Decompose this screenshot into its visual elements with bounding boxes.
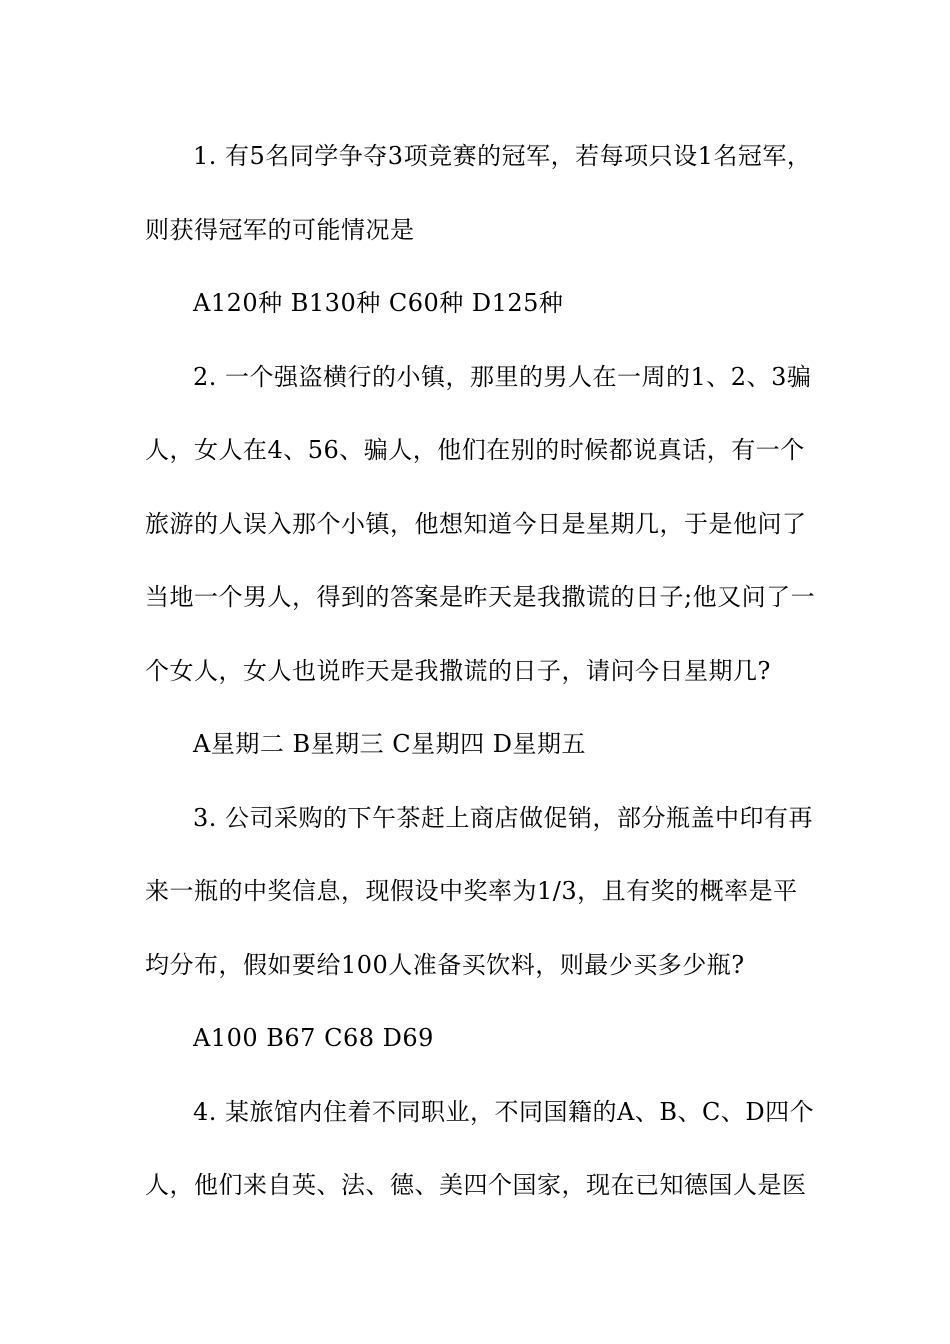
question-3-line-3: 均分布，假如要给100人准备买饮料，则最少买多少瓶? (145, 950, 745, 979)
question-2-line-2: 人，女人在4、56、骗人，他们在别的时候都说真话，有一个 (145, 436, 805, 464)
question-2-line-1: 2. 一个强盗横行的小镇，那里的男人在一周的1、2、3骗 (193, 362, 812, 391)
question-2-line-5: 个女人，女人也说昨天是我撒谎的日子，请问今日星期几? (145, 656, 771, 685)
question-4-line-2: 人，他们来自英、法、德、美四个国家，现在已知德国人是医 (145, 1171, 807, 1199)
question-1-options: A120种 B130种 C60种 D125种 (193, 289, 564, 317)
question-2-line-3: 旅游的人误入那个小镇，他想知道今日是星期几，于是他问了 (145, 509, 807, 538)
document-body (145, 120, 816, 1223)
question-3-line-1: 3. 公司采购的下午茶赶上商店做促销，部分瓶盖中印有再 (193, 803, 814, 832)
question-1-line-2: 则获得冠军的可能情况是 (145, 215, 415, 244)
question-3-options: A100 B67 C68 D69 (193, 1024, 434, 1052)
question-4-line-1: 4. 某旅馆内住着不同职业，不同国籍的A、B、C、D四个 (193, 1097, 815, 1126)
question-1-line-1: 1. 有5名同学争夺3项竞赛的冠军，若每项只设1名冠军， (193, 142, 812, 170)
question-2-options: A星期二 B星期三 C星期四 D星期五 (193, 730, 586, 758)
question-3-line-2: 来一瓶的中奖信息，现假设中奖率为1/3，且有奖的概率是平 (145, 877, 798, 905)
question-2-line-4: 当地一个男人，得到的答案是昨天是我撒谎的日子;他又问了一 (145, 583, 816, 611)
